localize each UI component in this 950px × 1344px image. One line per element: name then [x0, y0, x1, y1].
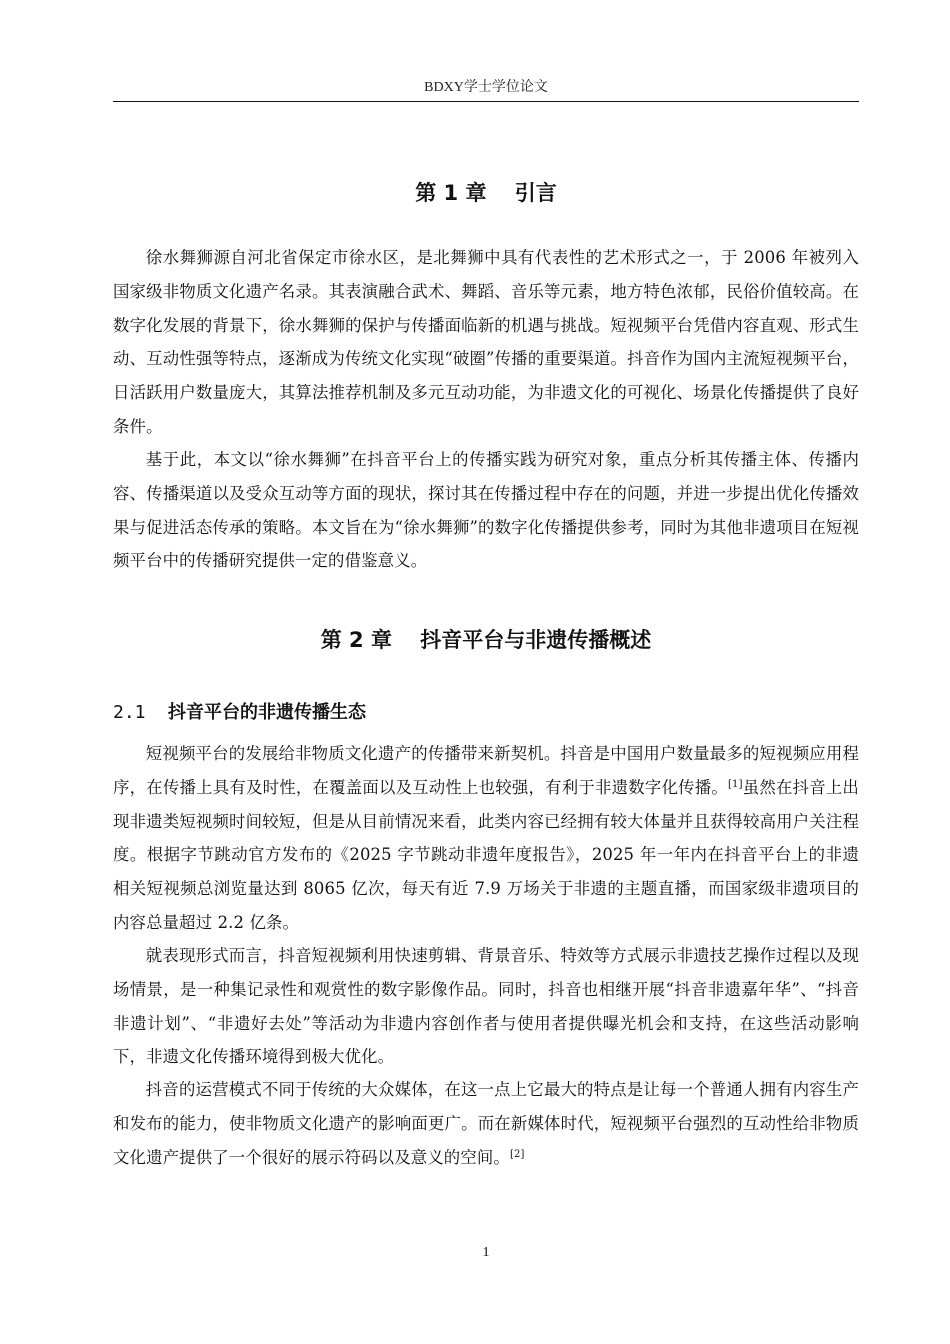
paragraph-text: 虽然在抖音上出现非遗类短视频时间较短，但是从目前情况来看，此类内容已经拥有较大体量并且获得较高用户关注程度。根据字节跳动官方发布的《2025 字节跳动非遗年度报告》，2025 年一年内在抖音平台上的非遗相关短视频总浏览量达到 8065 亿次，每天有近 7.9 万场关于非遗的主题直播，而国家级非遗项目的内容总量超过 2.2 亿条。	[113, 777, 859, 932]
paragraph-text: 抖音的运营模式不同于传统的大众媒体，在这一点上它最大的特点是让每一个普通人拥有内容生产和发布的能力，使非物质文化遗产的影响面更广。而在新媒体时代，短视频平台强烈的互动性给非物质文化遗产提供了一个很好的展示符码以及意义的空间。	[113, 1080, 859, 1167]
paragraph-text: 短视频平台的发展给非物质文化遗产的传播带来新契机。抖音是中国用户数量最多的短视频应用程序，在传播上具有及时性，在覆盖面以及互动性上也较强，有利于非遗数字化传播。	[113, 744, 859, 797]
section-2-1-paragraph-3	[113, 1073, 859, 1174]
section-2-1-paragraph-1	[113, 737, 859, 940]
chapter-1-title: 第 1 章 引言	[415, 181, 557, 205]
running-header: BDXY学士学位论文	[424, 80, 548, 95]
header-rule	[113, 101, 859, 102]
section-number: 2.1	[113, 702, 146, 723]
citation-ref-1[interactable]: [1]	[728, 778, 743, 790]
section-title: 抖音平台的非遗传播生态	[168, 702, 366, 723]
section-2-1-heading	[113, 700, 859, 726]
citation-ref-2[interactable]: [2]	[509, 1148, 525, 1160]
chapter-1-paragraph-1: 徐水舞狮源自河北省保定市徐水区，是北舞狮中具有代表性的艺术形式之一，于 2006 年被列入国家级非物质文化遗产名录。其表演融合武术、舞蹈、音乐等元素，地方特色浓郁，民俗价值较高。在数字化发展的背景下，徐水舞狮的保护与传播面临新的机遇与挑战。短视频平台凭借内容直观、形式生动、互动性强等特点，逐渐成为传统文化实现“破圈”传播的重要渠道。抖音作为国内主流短视频平台，日活跃用户数量庞大，其算法推荐机制及多元互动功能，为非遗文化的可视化、场景化传播提供了良好条件。	[113, 248, 859, 436]
chapter-1-paragraph-2: 基于此，本文以“徐水舞狮”在抖音平台上的传播实践为研究对象，重点分析其传播主体、传播内容、传播渠道以及受众互动等方面的现状，探讨其在传播过程中存在的问题，并进一步提出优化传播效果与促进活态传承的策略。本文旨在为“徐水舞狮”的数字化传播提供参考，同时为其他非遗项目在短视频平台中的传播研究提供一定的借鉴意义。	[113, 450, 859, 571]
chapter-2-title: 第 2 章 抖音平台与非遗传播概述	[320, 628, 652, 652]
section-2-1-paragraph-2: 就表现形式而言，抖音短视频利用快速剪辑、背景音乐、特效等方式展示非遗技艺操作过程以及现场情景，是一种集记录性和观赏性的数字影像作品。同时，抖音也相继开展“抖音非遗嘉年华”、“抖音非遗计划”、“非遗好去处”等活动为非遗内容创作者与使用者提供曝光机会和支持，在这些活动影响下，非遗文化传播环境得到极大优化。	[113, 946, 859, 1067]
page-number: 1	[482, 1245, 490, 1260]
